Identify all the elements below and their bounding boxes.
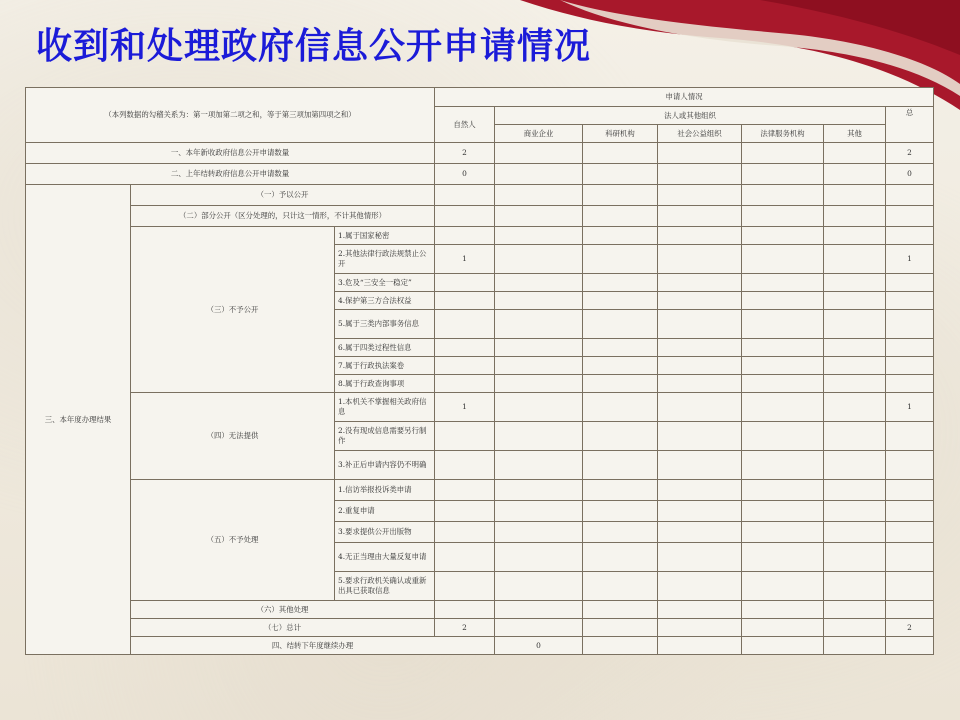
header-natural-person: 自然人 [435, 107, 495, 143]
cell-total [886, 501, 934, 522]
header-sub-5: 其他 [824, 125, 886, 143]
item-label: 2.重复申请 [335, 501, 435, 522]
cell-total [886, 522, 934, 543]
unable-label: （四）无法提供 [131, 393, 335, 480]
header-applicant: 申请人情况 [435, 88, 934, 107]
item-label: 5.属于三类内部事务信息 [335, 310, 435, 339]
header-sub-3: 社会公益组织 [658, 125, 742, 143]
item-label: 2.没有现成信息需要另行制作 [335, 422, 435, 451]
cell-natural [435, 522, 495, 543]
cell-total [886, 227, 934, 245]
cell-total: 1 [886, 245, 934, 274]
cell-total [886, 375, 934, 393]
cell-natural [435, 274, 495, 292]
cell-natural: 1 [435, 393, 495, 422]
cell-natural [435, 572, 495, 601]
header-total: 总 [886, 107, 934, 143]
cell-natural [435, 480, 495, 501]
item-label: 4.无正当理由大量反复申请 [335, 543, 435, 572]
header-sub-4: 法律服务机构 [742, 125, 824, 143]
cell-natural [435, 422, 495, 451]
cell-total [886, 339, 934, 357]
item-label: 1.属于国家秘密 [335, 227, 435, 245]
header-row-1 [26, 88, 934, 107]
row-label: （二）部分公开（区分处理的，只计这一情形，不计其他情形） [131, 206, 435, 227]
row-label: 四、结转下年度继续办理 [131, 637, 495, 655]
cell-natural [435, 375, 495, 393]
cell-natural [435, 501, 495, 522]
cell-total [886, 422, 934, 451]
row-label: 一、本年新收政府信息公开申请数量 [26, 143, 435, 164]
item-label: 1.信访举报投诉类申请 [335, 480, 435, 501]
cell-natural [435, 451, 495, 480]
item-label: 7.属于行政执法案卷 [335, 357, 435, 375]
row-label: （七）总计 [131, 619, 435, 637]
item-label: 5.要求行政机关确认或重新出具已获取信息 [335, 572, 435, 601]
cell-natural [435, 292, 495, 310]
item-label: 2.其他法律行政法规禁止公开 [335, 245, 435, 274]
header-note: （本列数据的勾稽关系为：第一项加第二项之和，等于第三项加第四项之和） [26, 88, 435, 143]
row-label: 二、上年结转政府信息公开申请数量 [26, 164, 435, 185]
row-not-disclosed-1 [26, 227, 934, 245]
cell-total [886, 572, 934, 601]
row-label: （六）其他处理 [131, 601, 435, 619]
row-carry-forward [26, 637, 934, 655]
row-other [26, 601, 934, 619]
cell-total: 0 [886, 164, 934, 185]
not-disclosed-label: （三）不予公开 [131, 227, 335, 393]
cell-total [886, 310, 934, 339]
cell-total [886, 543, 934, 572]
item-label: 3.要求提供公开出版物 [335, 522, 435, 543]
cell-natural [435, 310, 495, 339]
row-subtotal [26, 619, 934, 637]
cell-total [886, 357, 934, 375]
item-label: 8.属于行政查询事项 [335, 375, 435, 393]
row-disclosed [26, 185, 934, 206]
cell-natural: 0 [435, 164, 495, 185]
cell-natural: 2 [435, 143, 495, 164]
cell-total: 2 [886, 619, 934, 637]
results-label: 三、本年度办理结果 [26, 185, 131, 655]
cell-total [886, 480, 934, 501]
header-sub-2: 科研机构 [583, 125, 658, 143]
cell-natural [435, 543, 495, 572]
cell-natural [435, 357, 495, 375]
cell-natural [435, 227, 495, 245]
item-label: 3.补正后申请内容仍不明确 [335, 451, 435, 480]
page-title: 收到和处理政府信息公开申请情况 [36, 26, 592, 67]
cell-natural [435, 339, 495, 357]
row-partial [26, 206, 934, 227]
cell-total [886, 292, 934, 310]
item-label: 1.本机关不掌握相关政府信息 [335, 393, 435, 422]
cell-natural: 0 [495, 637, 583, 655]
cell-total [886, 274, 934, 292]
cell-natural: 1 [435, 245, 495, 274]
item-label: 6.属于四类过程性信息 [335, 339, 435, 357]
item-label: 4.保护第三方合法权益 [335, 292, 435, 310]
cell-total [886, 451, 934, 480]
row-label: （一）予以公开 [131, 185, 435, 206]
row-unable-1 [26, 393, 934, 422]
header-legal-persons: 法人或其他组织 [495, 107, 886, 125]
item-label: 3.危及“三安全一稳定” [335, 274, 435, 292]
disclosure-table [25, 87, 934, 655]
cell-natural: 2 [435, 619, 495, 637]
header-sub-1: 商业企业 [495, 125, 583, 143]
cell-total: 2 [886, 143, 934, 164]
cell-total: 1 [886, 393, 934, 422]
not-processed-label: （五）不予处理 [131, 480, 335, 601]
row-new-applications [26, 143, 934, 164]
row-carried-over [26, 164, 934, 185]
row-not-processed-1 [26, 480, 934, 501]
